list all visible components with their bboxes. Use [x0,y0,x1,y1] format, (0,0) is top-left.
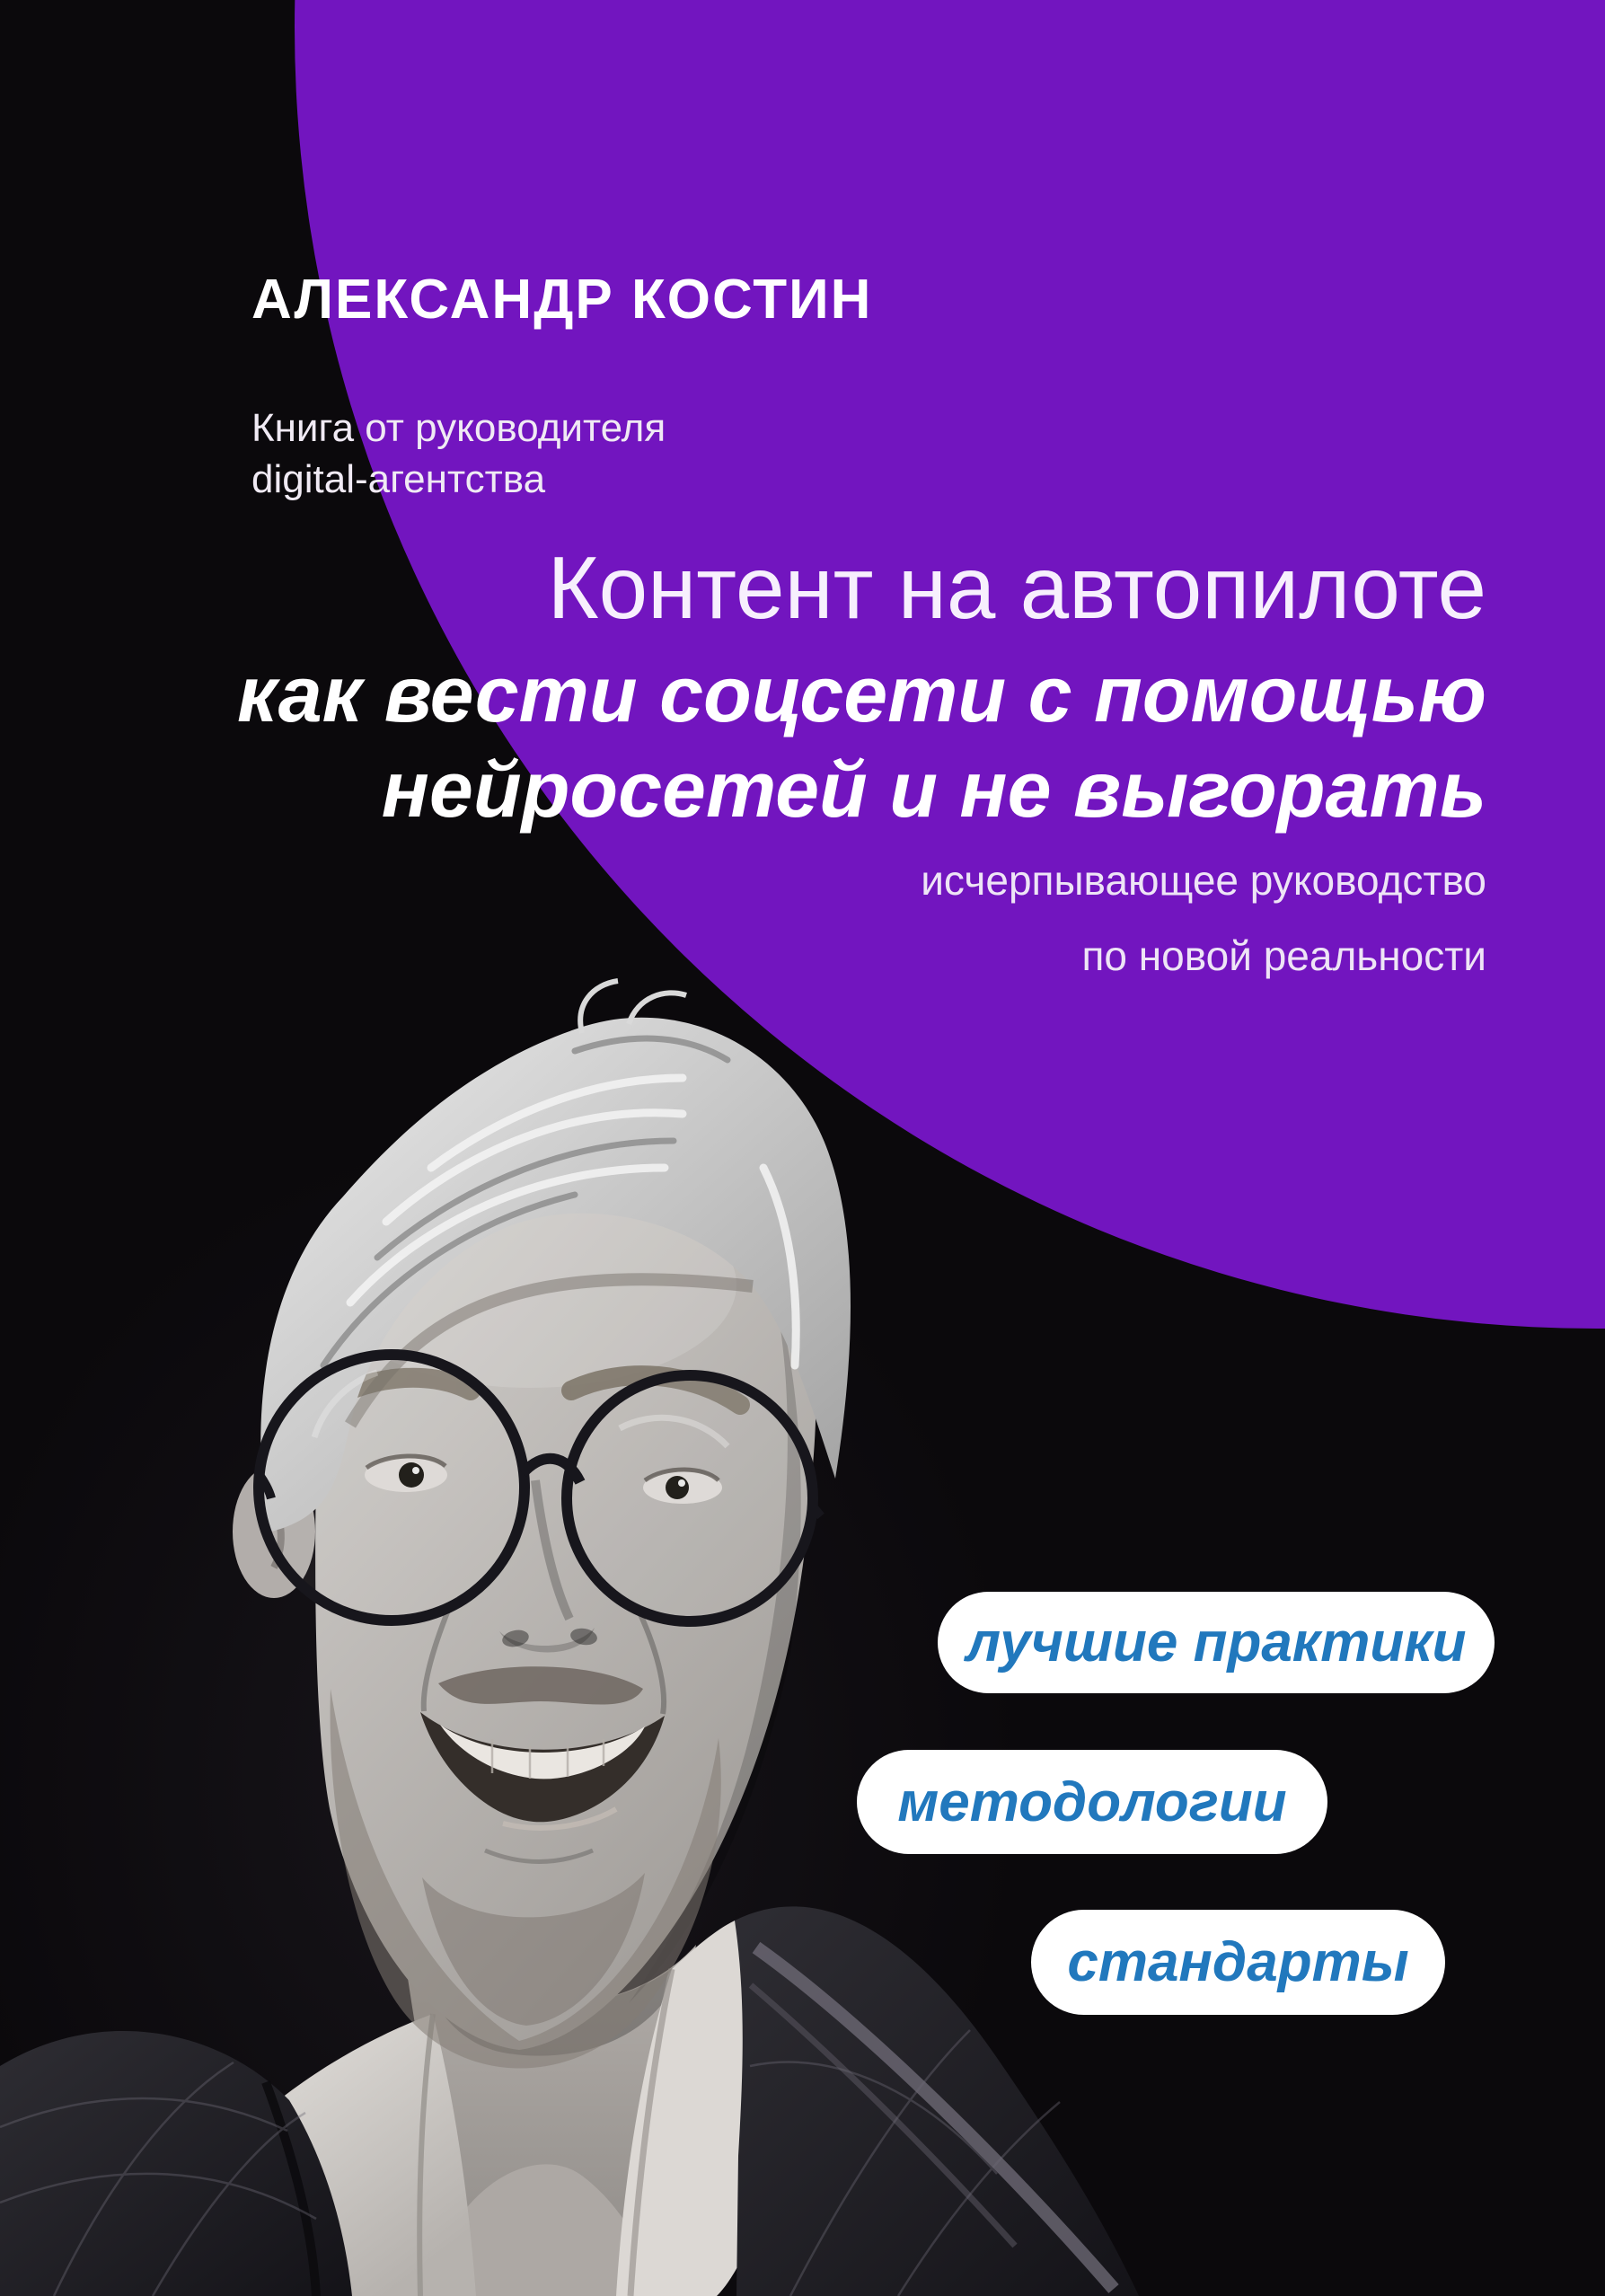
author-subtitle-line1: Книга от руководителя [251,406,666,450]
badge-methodologies: методологии [857,1750,1327,1854]
book-subtitle-line1: как вести соцсети с помощью [237,649,1486,738]
badge-standards: стандарты [1031,1910,1445,2015]
author-subtitle [251,402,666,505]
tagline-line2: по новой реальности [1081,932,1486,979]
tagline-line1: исчерпывающее руководство [921,857,1486,904]
book-subtitle-line2: нейросетей и не выгорать [381,745,1486,834]
author-subtitle-line2: digital-агентства [251,457,546,501]
book-title: Контент на автопилоте [547,538,1486,637]
tagline [921,843,1486,993]
title-block [237,537,1486,837]
badge-best-practices: лучшие практики [938,1592,1495,1693]
author-name: АЛЕКСАНДР КОСТИН [251,269,873,331]
